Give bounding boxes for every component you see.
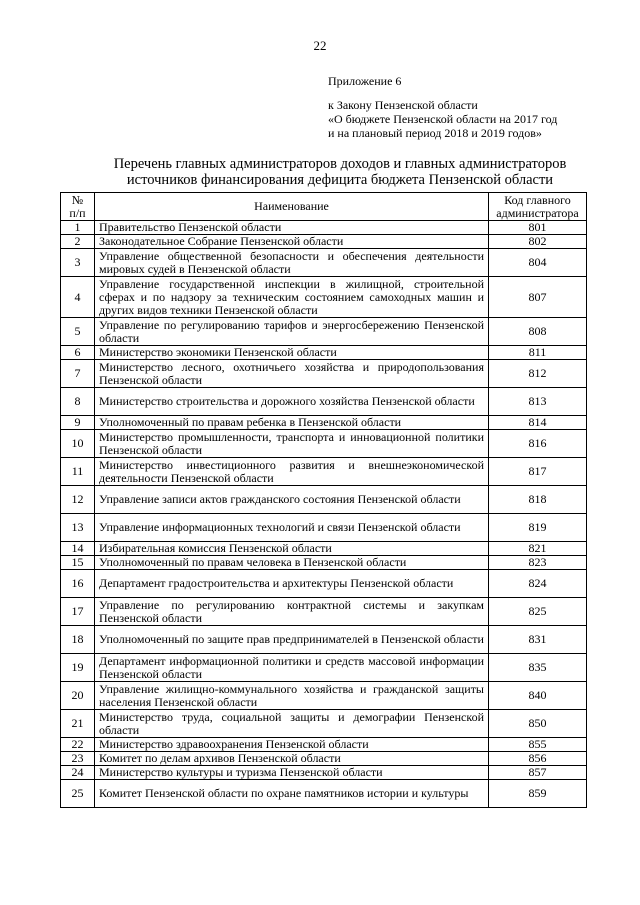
row-name-cell: Департамент информационной политики и средств массовой информации Пензенской области	[95, 654, 489, 682]
row-code-cell: 835	[489, 654, 587, 682]
row-number-cell: 1	[61, 221, 95, 235]
table-body	[61, 221, 587, 808]
appendix-block	[328, 74, 618, 140]
row-name-cell: Управление жилищно-коммунального хозяйства и гражданской защиты населения Пензенской области	[95, 682, 489, 710]
row-code-cell: 819	[489, 514, 587, 542]
table-row	[61, 710, 587, 738]
appendix-line: к Закону Пензенской области	[328, 98, 478, 112]
table-row	[61, 766, 587, 780]
appendix-line: и на плановый период 2018 и 2019 годов»	[328, 126, 542, 140]
row-number-cell: 13	[61, 514, 95, 542]
row-number-cell: 16	[61, 570, 95, 598]
row-code-cell: 855	[489, 738, 587, 752]
row-name-cell: Министерство инвестиционного развития и внешнеэкономической деятельности Пензенской области	[95, 458, 489, 486]
header-name: Наименование	[95, 193, 489, 221]
table-row	[61, 360, 587, 388]
table-row	[61, 388, 587, 416]
row-number-cell: 10	[61, 430, 95, 458]
document-title-line: источников финансирования дефицита бюджета Пензенской области	[126, 172, 554, 188]
row-code-cell: 857	[489, 766, 587, 780]
row-code-cell: 804	[489, 249, 587, 277]
row-code-cell: 811	[489, 346, 587, 360]
row-name-cell: Избирательная комиссия Пензенской области	[95, 542, 489, 556]
row-name-cell: Министерство лесного, охотничьего хозяйства и природопользования Пензенской области	[95, 360, 489, 388]
row-code-cell: 816	[489, 430, 587, 458]
row-number-cell: 4	[61, 277, 95, 318]
row-code-cell: 840	[489, 682, 587, 710]
row-code-cell: 825	[489, 598, 587, 626]
row-code-cell: 812	[489, 360, 587, 388]
row-number-cell: 22	[61, 738, 95, 752]
document-title	[40, 156, 640, 188]
row-number-cell: 12	[61, 486, 95, 514]
row-number-cell: 18	[61, 626, 95, 654]
table-row	[61, 430, 587, 458]
row-number-cell: 25	[61, 780, 95, 808]
table-row	[61, 277, 587, 318]
row-name-cell: Министерство промышленности, транспорта и инновационной политики Пензенской области	[95, 430, 489, 458]
row-name-cell: Управление информационных технологий и связи Пензенской области	[95, 514, 489, 542]
row-number-cell: 19	[61, 654, 95, 682]
row-name-cell: Министерство экономики Пензенской области	[95, 346, 489, 360]
appendix-line: «О бюджете Пензенской области на 2017 год	[328, 112, 558, 126]
row-code-cell: 801	[489, 221, 587, 235]
row-code-cell: 813	[489, 388, 587, 416]
table-row	[61, 626, 587, 654]
row-code-cell: 808	[489, 318, 587, 346]
row-number-cell: 6	[61, 346, 95, 360]
table-row	[61, 682, 587, 710]
row-name-cell: Управление по регулированию тарифов и энергосбережению Пензенской области	[95, 318, 489, 346]
row-code-cell: 807	[489, 277, 587, 318]
row-number-cell: 21	[61, 710, 95, 738]
row-number-cell: 9	[61, 416, 95, 430]
row-number-cell: 8	[61, 388, 95, 416]
row-name-cell: Департамент градостроительства и архитектуры Пензенской области	[95, 570, 489, 598]
table-header-row	[61, 193, 587, 221]
row-code-cell: 817	[489, 458, 587, 486]
header-number: № п/п	[61, 193, 95, 221]
row-number-cell: 15	[61, 556, 95, 570]
row-code-cell: 859	[489, 780, 587, 808]
row-name-cell: Уполномоченный по защите прав предпринимателей в Пензенской области	[95, 626, 489, 654]
row-name-cell: Уполномоченный по правам ребенка в Пензенской области	[95, 416, 489, 430]
table-row	[61, 235, 587, 249]
row-number-cell: 24	[61, 766, 95, 780]
table-row	[61, 570, 587, 598]
row-code-cell: 821	[489, 542, 587, 556]
row-code-cell: 802	[489, 235, 587, 249]
row-code-cell: 831	[489, 626, 587, 654]
row-number-cell: 14	[61, 542, 95, 556]
row-name-cell: Комитет по делам архивов Пензенской области	[95, 752, 489, 766]
table-row	[61, 752, 587, 766]
row-code-cell: 850	[489, 710, 587, 738]
table-row	[61, 318, 587, 346]
table-row	[61, 249, 587, 277]
row-name-cell: Правительство Пензенской области	[95, 221, 489, 235]
row-code-cell: 818	[489, 486, 587, 514]
row-name-cell: Управление государственной инспекции в жилищной, строительной сферах и по надзору за техническим состоянием самоходных машин и других видов техники Пензенской области	[95, 277, 489, 318]
row-name-cell: Законодательное Собрание Пензенской области	[95, 235, 489, 249]
document-title-line: Перечень главных администраторов доходов и главных администраторов	[113, 156, 567, 172]
row-name-cell: Управление общественной безопасности и обеспечения деятельности мировых судей в Пензенской области	[95, 249, 489, 277]
row-name-cell: Управление записи актов гражданского состояния Пензенской области	[95, 486, 489, 514]
row-number-cell: 7	[61, 360, 95, 388]
table-row	[61, 458, 587, 486]
row-number-cell: 23	[61, 752, 95, 766]
row-name-cell: Министерство строительства и дорожного хозяйства Пензенской области	[95, 388, 489, 416]
row-number-cell: 11	[61, 458, 95, 486]
row-code-cell: 823	[489, 556, 587, 570]
administrators-table	[60, 192, 587, 808]
row-number-cell: 20	[61, 682, 95, 710]
row-number-cell: 3	[61, 249, 95, 277]
row-name-cell: Комитет Пензенской области по охране памятников истории и культуры	[95, 780, 489, 808]
table-row	[61, 598, 587, 626]
row-code-cell: 824	[489, 570, 587, 598]
table-row	[61, 514, 587, 542]
table-row	[61, 780, 587, 808]
row-number-cell: 5	[61, 318, 95, 346]
row-name-cell: Уполномоченный по правам человека в Пензенской области	[95, 556, 489, 570]
header-code: Код главного администратора	[489, 193, 587, 221]
table-row	[61, 221, 587, 235]
row-name-cell: Министерство здравоохранения Пензенской области	[95, 738, 489, 752]
row-name-cell: Министерство труда, социальной защиты и демографии Пензенской области	[95, 710, 489, 738]
table-row	[61, 416, 587, 430]
row-code-cell: 814	[489, 416, 587, 430]
page-number: 22	[313, 38, 327, 53]
table-row	[61, 654, 587, 682]
appendix-title: Приложение 6	[328, 74, 402, 88]
row-name-cell: Министерство культуры и туризма Пензенской области	[95, 766, 489, 780]
table-row	[61, 486, 587, 514]
table-row	[61, 556, 587, 570]
row-number-cell: 2	[61, 235, 95, 249]
table-row	[61, 346, 587, 360]
table-row	[61, 738, 587, 752]
table-row	[61, 542, 587, 556]
row-code-cell: 856	[489, 752, 587, 766]
row-number-cell: 17	[61, 598, 95, 626]
row-name-cell: Управление по регулированию контрактной системы и закупкам Пензенской области	[95, 598, 489, 626]
